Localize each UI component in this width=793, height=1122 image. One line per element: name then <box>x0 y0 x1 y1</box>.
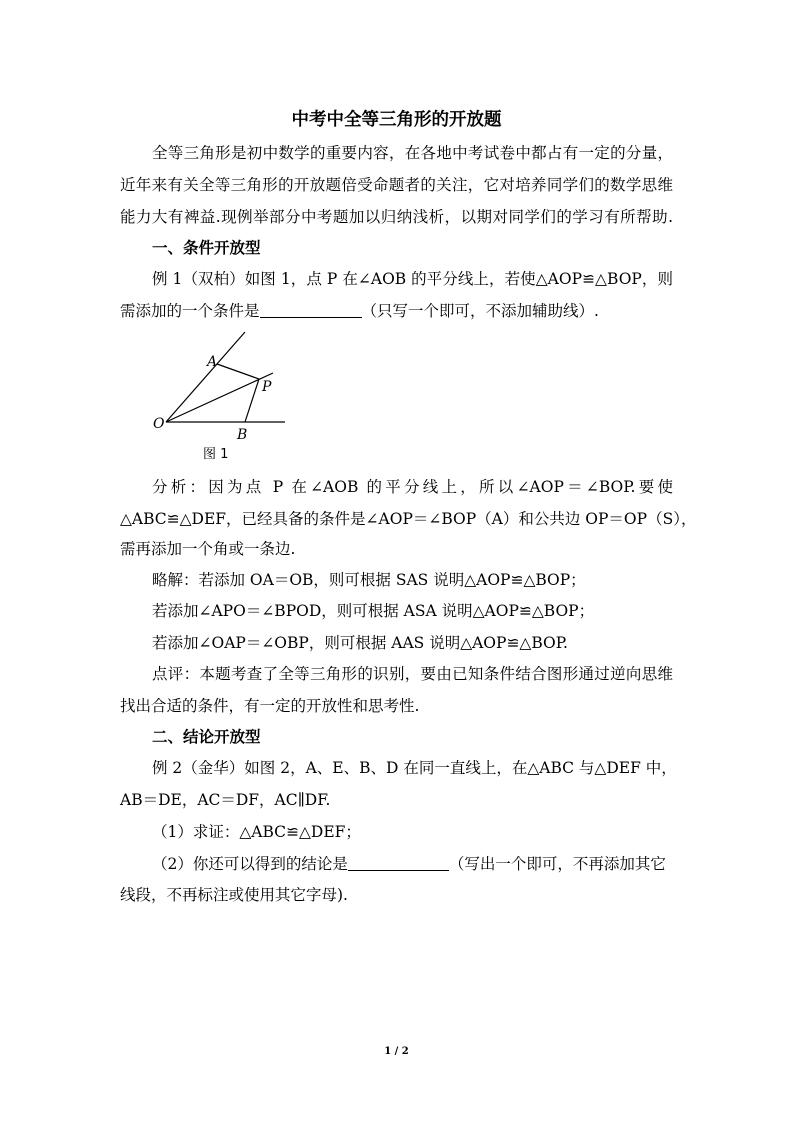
label-p: P <box>262 379 272 395</box>
segment-ap <box>217 364 259 379</box>
solution-line: 若添加∠OAP＝∠OBP，则可根据 AAS 说明△AOP≌△BOP. <box>152 634 568 652</box>
comment-line: 点评：本题考查了全等三角形的识别，要由已知条件结合图形通过逆向思维 <box>152 665 673 683</box>
label-o: O <box>153 416 165 432</box>
figure-1-diagram <box>140 325 300 465</box>
answer-blank <box>348 854 449 871</box>
question-2 <box>152 854 673 874</box>
solution-line: 若添加∠APO＝∠BPOD，则可根据 ASA 说明△AOP≌△BOP； <box>152 602 595 620</box>
example-text: （只写一个即可，不添加辅助线）. <box>361 302 599 320</box>
question-1: （1）求证：△ABC≌△DEF； <box>152 823 361 841</box>
intro-line: 能力大有裨益.现例举部分中考题加以归纳浅析，以期对同学们的学习有所帮助. <box>120 208 673 226</box>
analysis-line: △ABC≌△DEF，已经具备的条件是∠AOP＝∠BOP（A）和公共边 OP＝OP（S）， <box>120 510 697 528</box>
section-heading: 二、结论开放型 <box>152 728 261 746</box>
question-text: （写出一个即可，不再添加其它 <box>448 855 666 873</box>
label-b: B <box>237 427 248 443</box>
page-number: 1 / 2 <box>384 1046 409 1057</box>
label-a: A <box>207 354 218 370</box>
intro-line: 近年来有关全等三角形的开放题倍受命题者的关注，它对培养同学们的数学思维 <box>120 176 673 194</box>
ray-oa <box>166 332 245 422</box>
example-line: 例 2（金华）如图 2，A、E、B、D 在同一直线上，在△ABC 与△DEF 中， <box>152 759 677 777</box>
example-text: 需添加的一个条件是 <box>120 302 260 320</box>
solution-line: 略解：若添加 OA＝OB，则可根据 SAS 说明△AOP≌△BOP； <box>152 571 586 589</box>
document-title: 中考中全等三角形的开放题 <box>291 110 502 130</box>
question-2-continued: 线段，不再标注或使用其它字母). <box>120 886 348 904</box>
intro-line: 全等三角形是初中数学的重要内容，在各地中考试卷中都占有一定的分量， <box>152 144 673 162</box>
section-heading: 一、条件开放型 <box>152 239 261 257</box>
analysis-line: 分析：因为点 P 在∠AOB 的平分线上，所以∠AOP＝∠BOP.要使 <box>152 478 673 496</box>
question-text: （2）你还可以得到的结论是 <box>152 855 348 873</box>
example-line: 例 1（双柏）如图 1，点 P 在∠AOB 的平分线上，若使△AOP≌△BOP，则 <box>152 270 673 288</box>
analysis-line: 需再添加一个角或一条边. <box>120 540 296 558</box>
example-line: AB＝DE，AC＝DF，AC∥DF. <box>120 791 331 809</box>
example-line <box>120 301 673 321</box>
comment-line: 找出合适的条件，有一定的开放性和思考性. <box>120 697 420 715</box>
bisector-op <box>166 373 273 422</box>
figure-caption: 图 1 <box>203 447 229 462</box>
answer-blank <box>260 301 362 318</box>
